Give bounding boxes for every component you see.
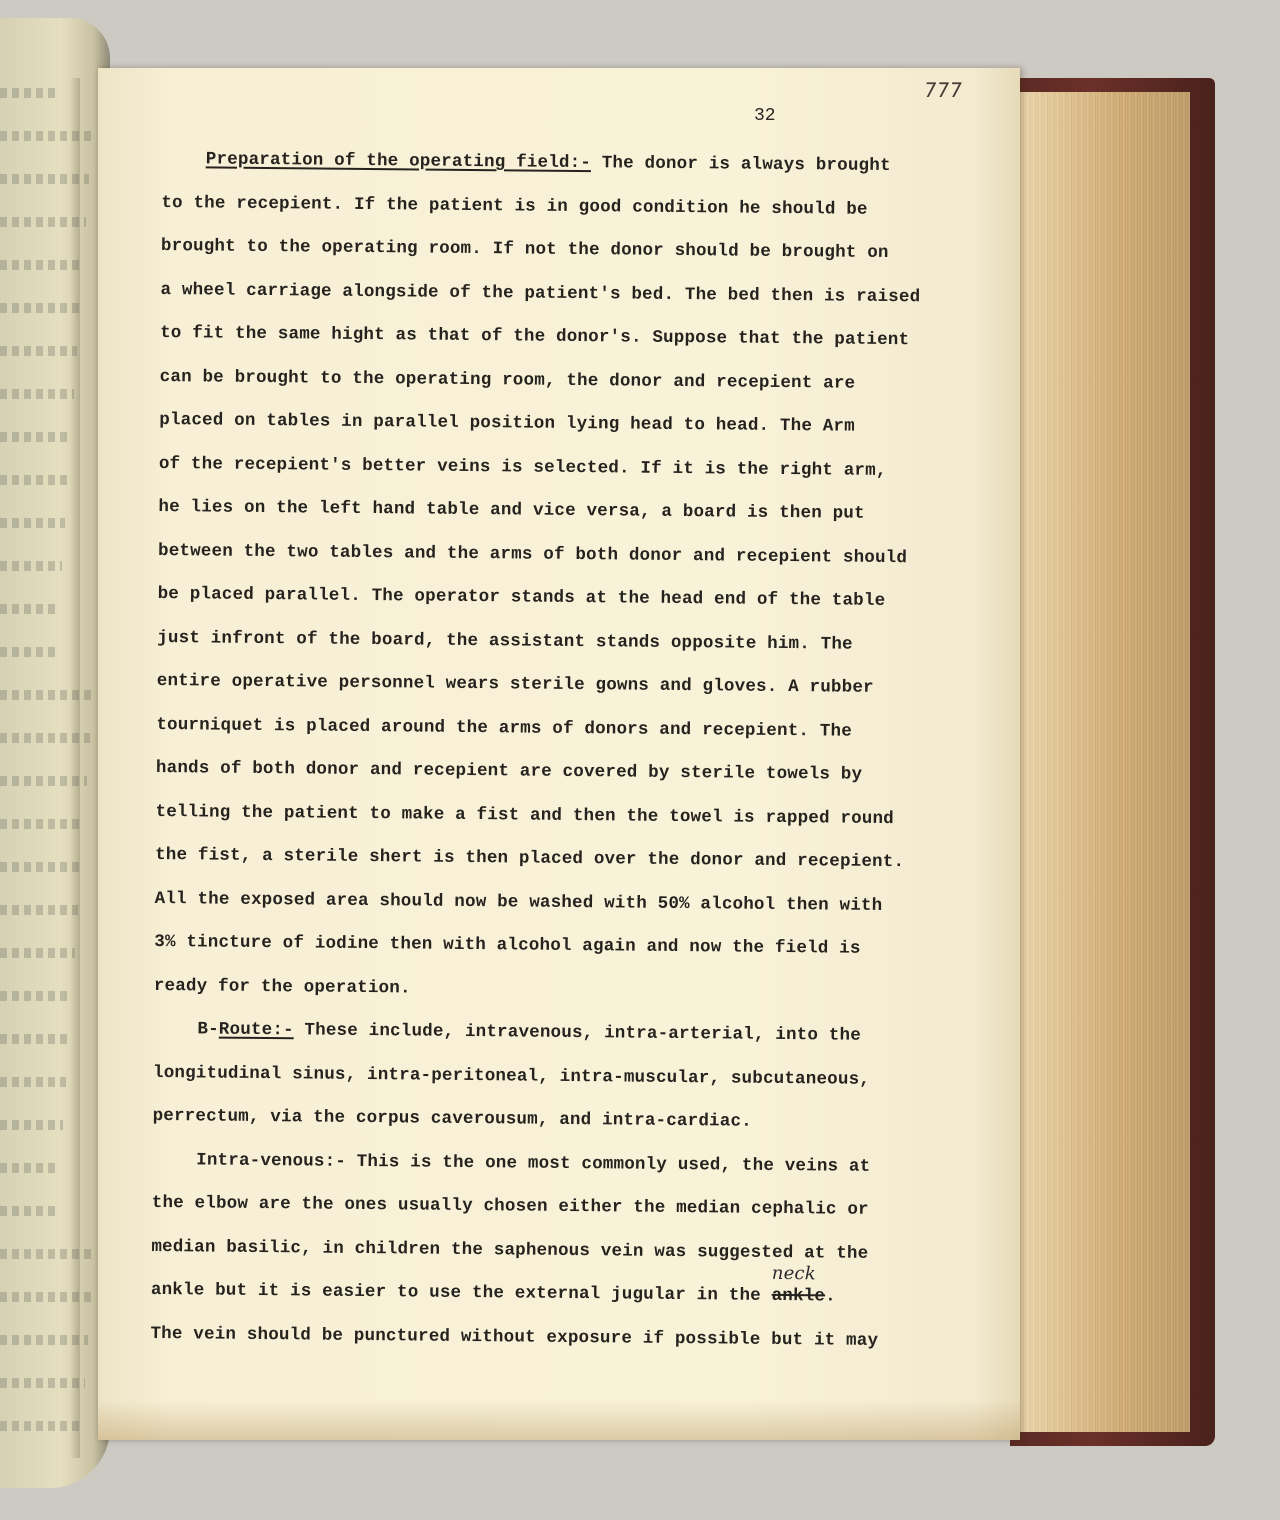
bleed-through-text (0, 647, 56, 657)
text-line: entire operative personnel wears sterile gowns and gloves. A rubber (156, 670, 874, 698)
text-line: just infront of the board, the assistant stands opposite him. The (157, 627, 853, 655)
bleed-through-text (0, 1120, 63, 1130)
struck-word (771, 1262, 826, 1307)
page-number: 32 (754, 106, 776, 126)
text-line: he lies on the left hand table and vice versa, a board is then put (158, 496, 865, 524)
bleed-through-text (0, 217, 86, 227)
bleed-through-text (0, 346, 77, 356)
text-span: . (825, 1286, 836, 1307)
text-line: between the two tables and the arms of both donor and recepient should (157, 540, 908, 568)
text-line: longitudinal sinus, intra-peritoneal, intra-muscular, subcutaneous, (152, 1062, 871, 1090)
section-heading-intravenous: Intra-venous:- (196, 1149, 347, 1172)
bleed-through-text (0, 174, 89, 184)
text-span: ankle but it is easier to use the external jugular in the (150, 1279, 772, 1306)
text-line: can be brought to the operating room, the donor and recepient are (159, 366, 856, 394)
struck-word-text: ankle (771, 1285, 826, 1307)
paragraph-2-first-line (153, 1008, 943, 1059)
text-line: hands of both donor and recepient are covered by sterile towels by (155, 757, 863, 785)
text-line: median basilic, in children the saphenous vein was suggested at the (151, 1236, 869, 1264)
text-line: to fit the same hight as that of the donor's. Suppose that the patient (160, 322, 910, 351)
section-heading-operating-field: Preparation of the operating field:- (205, 149, 592, 174)
bleed-through-text (0, 1077, 66, 1087)
bleed-through-text (0, 733, 90, 743)
bleed-through-text (0, 905, 78, 915)
section-prefix: B- (197, 1019, 219, 1040)
bleed-through-text (0, 131, 92, 141)
bleed-through-text (0, 604, 59, 614)
text-line: 3% tincture of iodine then with alcohol again and now the field is (154, 931, 861, 959)
text-line: perrectum, via the corpus caverousum, and intra-cardiac. (152, 1105, 752, 1132)
handwritten-correction: neck (771, 1262, 816, 1285)
document-page (98, 68, 1020, 1440)
text-line: ready for the operation. (153, 975, 411, 998)
facing-page (0, 18, 110, 1488)
bleed-through-text (0, 303, 80, 313)
bleed-through-text (0, 561, 62, 571)
handwritten-folio-mark: 777 (922, 78, 964, 102)
bleed-through-text (0, 260, 83, 270)
bleed-through-text (0, 948, 75, 958)
bleed-through-text (0, 1163, 60, 1173)
bleed-through-text (0, 432, 71, 442)
bleed-through-text (0, 1206, 57, 1216)
bleed-through-text (0, 862, 81, 872)
text-line: a wheel carriage alongside of the patient's bed. The bed then is raised (160, 279, 921, 307)
text-line: tourniquet is placed around the arms of donors and recepient. The (156, 714, 853, 742)
text-line: All the exposed area should now be washed with 50% alcohol then with (154, 888, 883, 916)
paragraph-3-first-line (152, 1138, 942, 1189)
bleed-through-text (0, 1249, 94, 1259)
paragraph-1-first-line (162, 138, 952, 189)
bleed-through-text (0, 475, 68, 485)
text-line: placed on tables in parallel position lying head to head. The Arm (159, 409, 855, 437)
typed-text-body (150, 138, 952, 1364)
text-span: This is the one most commonly used, the veins at (345, 1151, 871, 1177)
text-line: the elbow are the ones usually chosen either the median cephalic or (151, 1192, 869, 1220)
text-span: The donor is always brought (590, 153, 891, 176)
text-line: The vein should be punctured without exposure if possible but it may (150, 1323, 879, 1351)
bleed-through-text (0, 819, 84, 829)
bleed-through-text (0, 776, 87, 786)
page-edges (1018, 92, 1190, 1432)
text-line: telling the patient to make a fist and then the towel is rapped round (155, 801, 895, 829)
text-line: be placed parallel. The operator stands at the head end of the table (157, 583, 886, 611)
bleed-through-text (0, 991, 72, 1001)
text-span: These include, intravenous, intra-arterial, into the (293, 1020, 862, 1046)
section-heading-route: Route:- (218, 1019, 294, 1041)
text-line: the fist, a sterile shert is then placed over the donor and recepient. (155, 844, 905, 873)
bleed-through-text (0, 389, 74, 399)
text-line: to the recepient. If the patient is in good condition he should be (161, 192, 868, 220)
bleed-through-text (0, 690, 93, 700)
bleed-through-text (0, 1292, 91, 1302)
text-line: brought to the operating room. If not the donor should be brought on (160, 235, 889, 263)
bleed-through-text (0, 1378, 85, 1388)
bleed-through-text (0, 518, 65, 528)
bleed-through-text (0, 1335, 88, 1345)
bleed-through-text (0, 1421, 82, 1431)
corrected-line (150, 1262, 941, 1320)
bleed-through-text (0, 88, 55, 98)
text-line: of the recepient's better veins is selected. If it is the right arm, (158, 453, 887, 481)
bleed-through-text (0, 1034, 69, 1044)
